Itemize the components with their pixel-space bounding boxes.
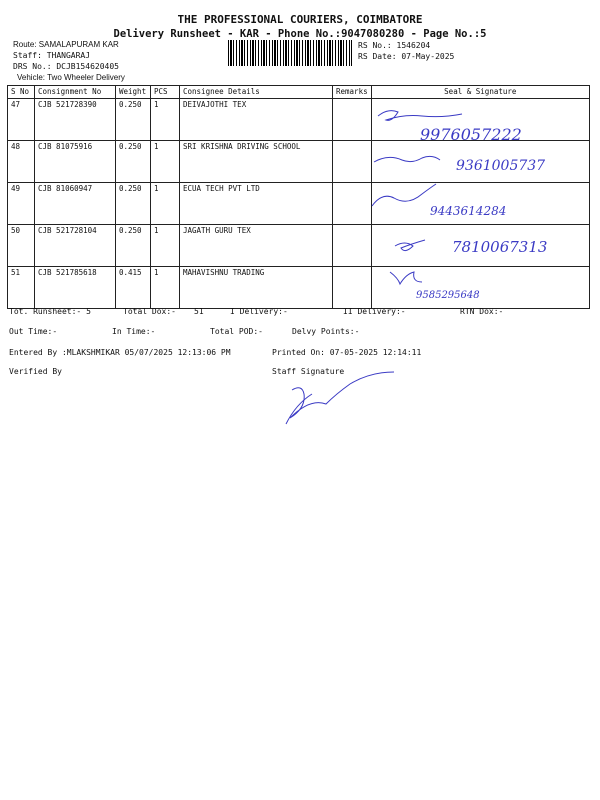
ii-delivery: II Delivery:- — [343, 307, 406, 316]
staff-label: Staff: THANGARAJ — [13, 51, 91, 60]
staff-signature-scribble — [286, 394, 312, 424]
row-sno: 48 — [8, 141, 35, 183]
handwritten-phone: 9361005737 — [456, 158, 546, 174]
runsheet-title: Delivery Runsheet - KAR - Phone No.:9047080280 - Page No.:5 — [113, 28, 487, 40]
row-weight: 0.415 — [116, 267, 151, 309]
row-consignee: ECUA TECH PVT LTD — [180, 183, 333, 225]
col-consignment: Consignment No — [35, 86, 116, 99]
signature-scribble — [374, 156, 440, 162]
signature-scribble — [378, 111, 462, 121]
total-pod: Total POD:- — [210, 327, 263, 336]
route-label: Route: SAMALAPURAM KAR — [13, 40, 119, 49]
row-weight: 0.250 — [116, 183, 151, 225]
col-remarks: Remarks — [333, 86, 372, 99]
row-pcs: 1 — [151, 267, 180, 309]
col-signature: Seal & Signature — [371, 86, 589, 99]
rs-number: RS No.: 1546204 — [358, 41, 431, 50]
delvy-points: Delvy Points:- — [292, 327, 360, 336]
row-weight: 0.250 — [116, 141, 151, 183]
col-consignee: Consignee Details — [180, 86, 333, 99]
vehicle-label: Vehicle: Two Wheeler Delivery — [17, 73, 125, 82]
printed-on: Printed On: 07-05-2025 12:14:11 — [272, 348, 422, 357]
tot-runsheet: Tot. Runsheet:- 5 — [9, 307, 91, 316]
company-title: THE PROFESSIONAL COURIERS, COIMBATORE — [177, 13, 423, 26]
i-delivery: I Delivery:- — [230, 307, 288, 316]
row-consignment: CJB 81060947 — [35, 183, 116, 225]
verified-by: Verified By — [9, 367, 62, 376]
total-dox-value: 51 — [194, 307, 204, 316]
entered-by: Entered By :MLAKSHMIKAR 05/07/2025 12:13:06 PM — [9, 348, 231, 357]
handwritten-phone: 9585295648 — [416, 290, 480, 301]
row-sno: 50 — [8, 225, 35, 267]
row-consignee: DEIVAJOTHI TEX — [180, 99, 333, 141]
row-sno: 49 — [8, 183, 35, 225]
row-sno: 51 — [8, 267, 35, 309]
signature-scribble — [390, 272, 422, 284]
handwritten-phone: 7810067313 — [452, 238, 548, 256]
row-consignment: CJB 521728104 — [35, 225, 116, 267]
col-pcs: PCS — [151, 86, 180, 99]
rtn-dox: RTN Dox:- — [460, 307, 504, 316]
row-pcs: 1 — [151, 225, 180, 267]
handwritten-phone: 9443614284 — [430, 204, 507, 218]
col-sno: S No — [8, 86, 35, 99]
staff-signature-label: Staff Signature — [272, 367, 345, 376]
row-pcs: 1 — [151, 99, 180, 141]
out-time: Out Time:- — [9, 327, 58, 336]
row-consignment: CJB 521728390 — [35, 99, 116, 141]
rs-date: RS Date: 07-May-2025 — [358, 52, 455, 61]
signature-scribble — [372, 184, 436, 206]
row-weight: 0.250 — [116, 225, 151, 267]
row-consignee: MAHAVISHNU TRADING — [180, 267, 333, 309]
col-weight: Weight — [116, 86, 151, 99]
row-pcs: 1 — [151, 183, 180, 225]
row-consignee: SRI KRISHNA DRIVING SCHOOL — [180, 141, 333, 183]
total-dox-label: Total Dox:- — [123, 307, 176, 316]
handwritten-phone: 9976057222 — [420, 125, 522, 144]
staff-signature-scribble — [290, 372, 394, 418]
signature-scribble — [395, 240, 425, 251]
row-sno: 47 — [8, 99, 35, 141]
row-weight: 0.250 — [116, 99, 151, 141]
in-time: In Time:- — [112, 327, 156, 336]
row-consignee: JAGATH GURU TEX — [180, 225, 333, 267]
row-consignment: CJB 521785618 — [35, 267, 116, 309]
drs-number: DRS No.: DCJB154620405 — [13, 62, 119, 71]
row-pcs: 1 — [151, 141, 180, 183]
row-consignment: CJB 81075916 — [35, 141, 116, 183]
